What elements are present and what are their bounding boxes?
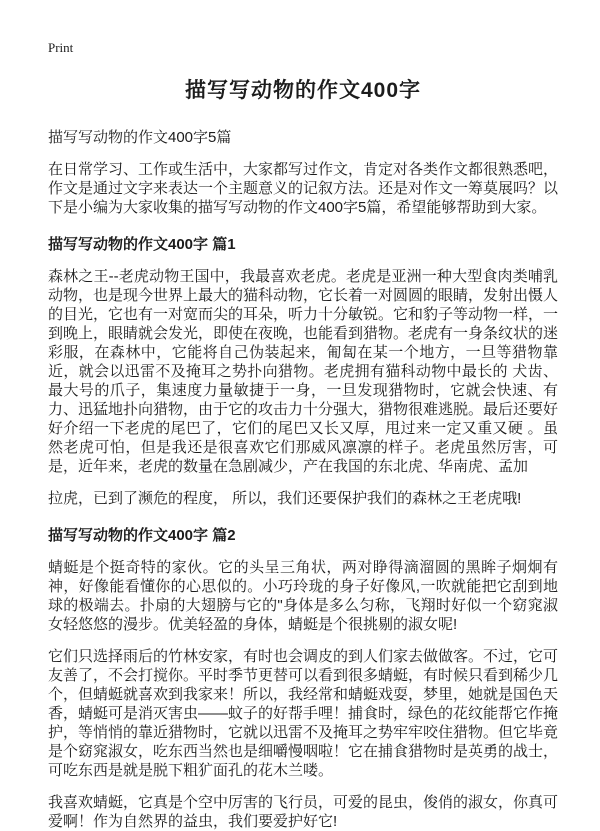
section-2-heading: 描写写动物的作文400字 篇2 bbox=[48, 527, 236, 544]
section-2-paragraph-3: 我喜欢蜻蜓，它真是个空中厉害的飞行员，可爱的昆虫，俊俏的淑女，你真可爱啊！作为自然界的益虫，我们要爱护好它! bbox=[48, 794, 559, 830]
section-2-paragraph-2: 它们只选择雨后的竹林安家，有时也会调皮的到人们家去做做客。不过，它可友善了，不会打搅你。平时季节更替可以看到很多蜻蜓，有时候只看到稀少几个，但蜻蜓就喜欢到我家来！所以，我经常和蜻蜓戏耍，梦里，她就是国色天香，蜻蜓可是消灭害虫——蚊子的好帮手哩！捕食时，绿色的花纹能帮它作掩护，等悄悄的靠近猎物时，它就以迅雷不及掩耳之势牢牢咬住猎物。但它毕竟是个窈窕淑女，吃东西当然也是细嚼慢咽啦！它在捕食猎物时是英勇的战士，可吃东西是就是脱下粗犷面孔的花木兰喽。 bbox=[48, 648, 559, 779]
page-title: 描写写动物的作文400字 bbox=[184, 79, 422, 102]
document-subtitle: 描写写动物的作文400字5篇 bbox=[48, 129, 232, 146]
intro-paragraph: 在日常学习、工作或生活中，大家都写过作文，肯定对各类作文都很熟悉吧，作文是通过文字来表达一个主题意义的记叙方法。还是对作文一筹莫展吗？以下是小编为大家收集的描写写动物的作文400字5篇，希望能够帮助到大家。 bbox=[48, 161, 559, 216]
section-1-paragraph-2: 拉虎，已到了濒危的程度， 所以，我们还要保护我们的森林之王老虎哦! bbox=[48, 490, 522, 507]
section-1-heading: 描写写动物的作文400字 篇1 bbox=[48, 236, 236, 253]
print-link[interactable]: Print bbox=[48, 40, 74, 55]
section-2-paragraph-1: 蜻蜓是个挺奇特的家伙。它的头呈三角状，两对睁得滴溜圆的黑眸子炯炯有神，好像能看懂你的心思似的。小巧玲珑的身子好像风,一吹就能把它刮到地球的极端去。扑扇的大翅膀与它的"身体是多么匀称，飞翔时好似一个窈窕淑女轻悠悠的漫步。优美轻盈的身体，蜻蜓是个很挑剔的淑女呢! bbox=[48, 559, 558, 633]
section-1-paragraph-1: 森林之王--老虎动物王国中，我最喜欢老虎。老虎是亚洲一种大型食肉类哺乳动物，也是现今世界上最大的猫科动物，它长着一对圆圆的眼睛，发射出慑人的目光，它也有一对宽而尖的耳朵，听力十分敏锐。它和豹子等动物一样，一到晚上，眼睛就会发光，即使在夜晚，也能看到猎物。老虎有一身条纹状的迷彩服，在森林中，它能将自己伪装起来，匍匐在某一个地方，一旦等猎物靠近，就会以迅雷不及掩耳之势扑向猎物。老虎拥有猫科动物中最长的 犬齿、最大号的爪子，集速度力量敏捷于一身，一旦发现猎物时，它就会快速、有力、迅猛地扑向猎物，由于它的攻击力十分强大，猎物很难逃脱。最后还要好好介绍一下老虎的尾巴了，它们的尾巴又长又厚，甩过来一定又重又硬 。虽然老虎可怕，但是我还是很喜欢它们那威风凛凛的样子。老虎虽然厉害，可是，近年来，老虎的数量在急剧减少，产在我国的东北虎、华南虎、孟加 bbox=[48, 268, 559, 475]
